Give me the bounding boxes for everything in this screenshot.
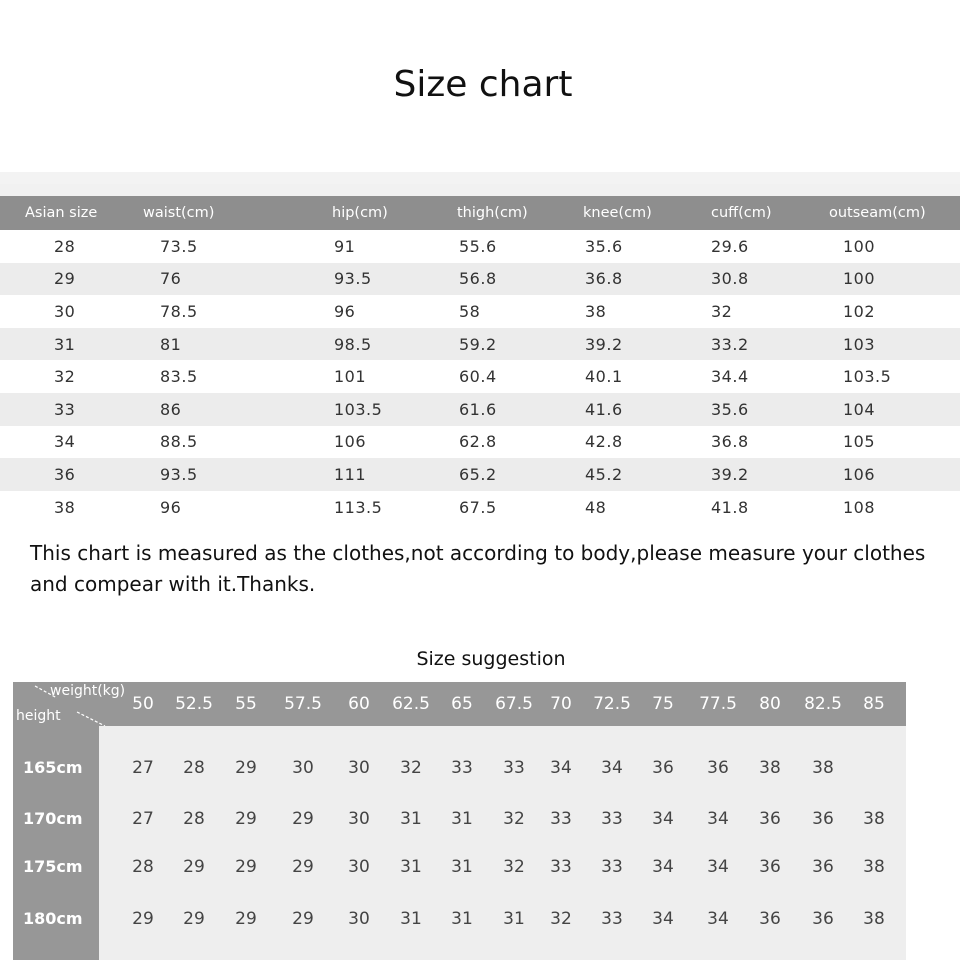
suggested-size: 29 <box>292 809 314 829</box>
cell-knee: 41.6 <box>585 399 623 419</box>
suggested-size: 34 <box>707 909 729 929</box>
title-panel <box>0 0 960 172</box>
table-row <box>0 230 960 263</box>
header-outseam: outseam(cm) <box>829 205 926 221</box>
suggested-size: 27 <box>132 809 154 829</box>
weight-label: 62.5 <box>392 694 430 714</box>
suggested-size: 34 <box>652 909 674 929</box>
weight-label: 80 <box>759 694 781 714</box>
weight-axis-label: weight(kg) <box>50 683 126 699</box>
weight-label: 50 <box>132 694 154 714</box>
suggested-size: 27 <box>132 758 154 778</box>
suggested-size: 29 <box>292 857 314 877</box>
cell-cuff: 35.6 <box>711 399 749 419</box>
suggested-size: 30 <box>292 758 314 778</box>
suggested-size: 33 <box>601 857 623 877</box>
cell-cuff: 39.2 <box>711 464 749 484</box>
suggested-size: 29 <box>292 909 314 929</box>
cell-cuff: 36.8 <box>711 432 749 452</box>
cell-cuff: 41.8 <box>711 497 749 517</box>
suggested-size: 36 <box>759 909 781 929</box>
suggested-size: 38 <box>863 809 885 829</box>
suggested-size: 29 <box>235 758 257 778</box>
suggested-size: 31 <box>503 909 525 929</box>
size-chart-table <box>0 196 960 523</box>
cell-cuff: 32 <box>711 301 733 321</box>
cell-asian-size: 30 <box>54 301 76 321</box>
cell-outseam: 103 <box>843 334 876 354</box>
suggested-size: 36 <box>759 857 781 877</box>
suggestion-title: Size suggestion <box>416 648 566 670</box>
cell-hip: 113.5 <box>334 497 383 517</box>
suggested-size: 31 <box>451 809 473 829</box>
suggested-size: 36 <box>652 758 674 778</box>
weight-label: 60 <box>348 694 370 714</box>
suggested-size: 38 <box>863 857 885 877</box>
weight-label: 75 <box>652 694 674 714</box>
suggested-size: 29 <box>235 909 257 929</box>
suggested-size: 31 <box>451 909 473 929</box>
cell-knee: 39.2 <box>585 334 623 354</box>
cell-outseam: 105 <box>843 432 876 452</box>
cell-knee: 45.2 <box>585 464 623 484</box>
cell-waist: 88.5 <box>160 432 198 452</box>
cell-cuff: 29.6 <box>711 236 749 256</box>
cell-thigh: 55.6 <box>459 236 497 256</box>
table-row <box>0 328 960 361</box>
suggested-size: 36 <box>812 809 834 829</box>
cell-waist: 86 <box>160 399 182 419</box>
header-hip: hip(cm) <box>332 205 388 221</box>
cell-asian-size: 32 <box>54 367 76 387</box>
suggested-size: 29 <box>183 857 205 877</box>
height-label: 180cm <box>23 909 83 928</box>
corner-cell <box>13 682 133 726</box>
weight-header-row <box>13 682 906 726</box>
size-suggestion-grid <box>13 682 906 960</box>
cell-thigh: 58 <box>459 301 481 321</box>
height-label: 165cm <box>23 758 83 777</box>
weight-label: 77.5 <box>699 694 737 714</box>
suggested-size: 32 <box>503 857 525 877</box>
cell-asian-size: 33 <box>54 399 76 419</box>
cell-hip: 106 <box>334 432 367 452</box>
cell-thigh: 56.8 <box>459 269 497 289</box>
cell-knee: 42.8 <box>585 432 623 452</box>
suggested-size: 38 <box>863 909 885 929</box>
weight-label: 82.5 <box>804 694 842 714</box>
suggested-size: 34 <box>707 857 729 877</box>
weight-label: 65 <box>451 694 473 714</box>
cell-thigh: 65.2 <box>459 464 497 484</box>
cell-waist: 78.5 <box>160 301 198 321</box>
height-label: 170cm <box>23 809 83 828</box>
header-waist: waist(cm) <box>143 205 215 221</box>
cell-outseam: 106 <box>843 464 876 484</box>
table-row <box>0 360 960 393</box>
suggested-size: 29 <box>235 857 257 877</box>
cell-asian-size: 38 <box>54 497 76 517</box>
suggested-size: 32 <box>400 758 422 778</box>
cell-hip: 91 <box>334 236 356 256</box>
cell-outseam: 103.5 <box>843 367 892 387</box>
suggested-size: 34 <box>601 758 623 778</box>
suggested-size: 30 <box>348 909 370 929</box>
cell-outseam: 100 <box>843 236 876 256</box>
size-suggestion-panel <box>0 624 960 960</box>
suggested-size: 30 <box>348 809 370 829</box>
table-header-row <box>0 196 960 230</box>
cell-knee: 48 <box>585 497 607 517</box>
suggested-size: 34 <box>707 809 729 829</box>
weight-label: 52.5 <box>175 694 213 714</box>
cell-waist: 73.5 <box>160 236 198 256</box>
height-column <box>13 726 99 960</box>
cell-asian-size: 31 <box>54 334 76 354</box>
suggested-size: 31 <box>400 909 422 929</box>
suggested-size: 33 <box>451 758 473 778</box>
cell-asian-size: 34 <box>54 432 76 452</box>
cell-knee: 38 <box>585 301 607 321</box>
cell-knee: 35.6 <box>585 236 623 256</box>
header-thigh: thigh(cm) <box>457 205 528 221</box>
table-row <box>0 263 960 296</box>
weight-label: 85 <box>863 694 885 714</box>
suggested-size: 34 <box>550 758 572 778</box>
cell-hip: 98.5 <box>334 334 372 354</box>
cell-thigh: 61.6 <box>459 399 497 419</box>
cell-hip: 96 <box>334 301 356 321</box>
table-row <box>0 426 960 459</box>
cell-waist: 83.5 <box>160 367 198 387</box>
cell-hip: 103.5 <box>334 399 383 419</box>
weight-label: 57.5 <box>284 694 322 714</box>
cell-hip: 101 <box>334 367 367 387</box>
suggested-size: 38 <box>759 758 781 778</box>
suggested-size: 33 <box>550 809 572 829</box>
cell-outseam: 100 <box>843 269 876 289</box>
suggested-size: 33 <box>550 857 572 877</box>
suggested-size: 28 <box>132 857 154 877</box>
header-cuff: cuff(cm) <box>711 205 772 221</box>
suggested-size: 28 <box>183 758 205 778</box>
height-label: 175cm <box>23 857 83 876</box>
right-margin <box>906 682 960 960</box>
note-panel <box>0 518 960 624</box>
weight-label: 55 <box>235 694 257 714</box>
cell-outseam: 108 <box>843 497 876 517</box>
suggested-size: 30 <box>348 857 370 877</box>
cell-asian-size: 36 <box>54 464 76 484</box>
cell-waist: 93.5 <box>160 464 198 484</box>
cell-hip: 93.5 <box>334 269 372 289</box>
suggested-size: 29 <box>183 909 205 929</box>
weight-label: 70 <box>550 694 572 714</box>
suggested-size: 31 <box>400 857 422 877</box>
cell-knee: 36.8 <box>585 269 623 289</box>
divider <box>0 172 960 184</box>
height-axis-label: height <box>16 708 61 724</box>
suggested-size: 36 <box>812 909 834 929</box>
page-title: Size chart <box>393 64 573 105</box>
suggested-size: 29 <box>235 809 257 829</box>
suggested-size: 34 <box>652 857 674 877</box>
cell-outseam: 104 <box>843 399 876 419</box>
cell-cuff: 33.2 <box>711 334 749 354</box>
header-asian-size: Asian size <box>25 205 98 221</box>
cell-asian-size: 29 <box>54 269 76 289</box>
suggested-size: 32 <box>503 809 525 829</box>
suggested-size: 28 <box>183 809 205 829</box>
cell-waist: 81 <box>160 334 182 354</box>
cell-asian-size: 28 <box>54 236 76 256</box>
suggested-size: 29 <box>132 909 154 929</box>
cell-waist: 76 <box>160 269 182 289</box>
cell-outseam: 102 <box>843 301 876 321</box>
table-row <box>0 458 960 491</box>
cell-thigh: 62.8 <box>459 432 497 452</box>
cell-hip: 111 <box>334 464 367 484</box>
cell-cuff: 30.8 <box>711 269 749 289</box>
cell-thigh: 67.5 <box>459 497 497 517</box>
suggested-size: 38 <box>812 758 834 778</box>
cell-waist: 96 <box>160 497 182 517</box>
suggested-size: 30 <box>348 758 370 778</box>
cell-thigh: 60.4 <box>459 367 497 387</box>
suggested-size: 33 <box>601 809 623 829</box>
suggested-size: 34 <box>652 809 674 829</box>
cell-knee: 40.1 <box>585 367 623 387</box>
measurement-note: This chart is measured as the clothes,not according to body,please measure your clothes and compear with it.Thanks. <box>30 541 926 596</box>
weight-label: 67.5 <box>495 694 533 714</box>
suggested-size: 36 <box>812 857 834 877</box>
suggested-size: 33 <box>503 758 525 778</box>
suggested-size: 31 <box>451 857 473 877</box>
suggested-size: 33 <box>601 909 623 929</box>
table-row <box>0 393 960 426</box>
suggested-size: 32 <box>550 909 572 929</box>
suggested-size: 36 <box>707 758 729 778</box>
cell-cuff: 34.4 <box>711 367 749 387</box>
suggested-size: 36 <box>759 809 781 829</box>
header-knee: knee(cm) <box>583 205 652 221</box>
table-row <box>0 295 960 328</box>
cell-thigh: 59.2 <box>459 334 497 354</box>
suggested-size: 31 <box>400 809 422 829</box>
weight-label: 72.5 <box>593 694 631 714</box>
